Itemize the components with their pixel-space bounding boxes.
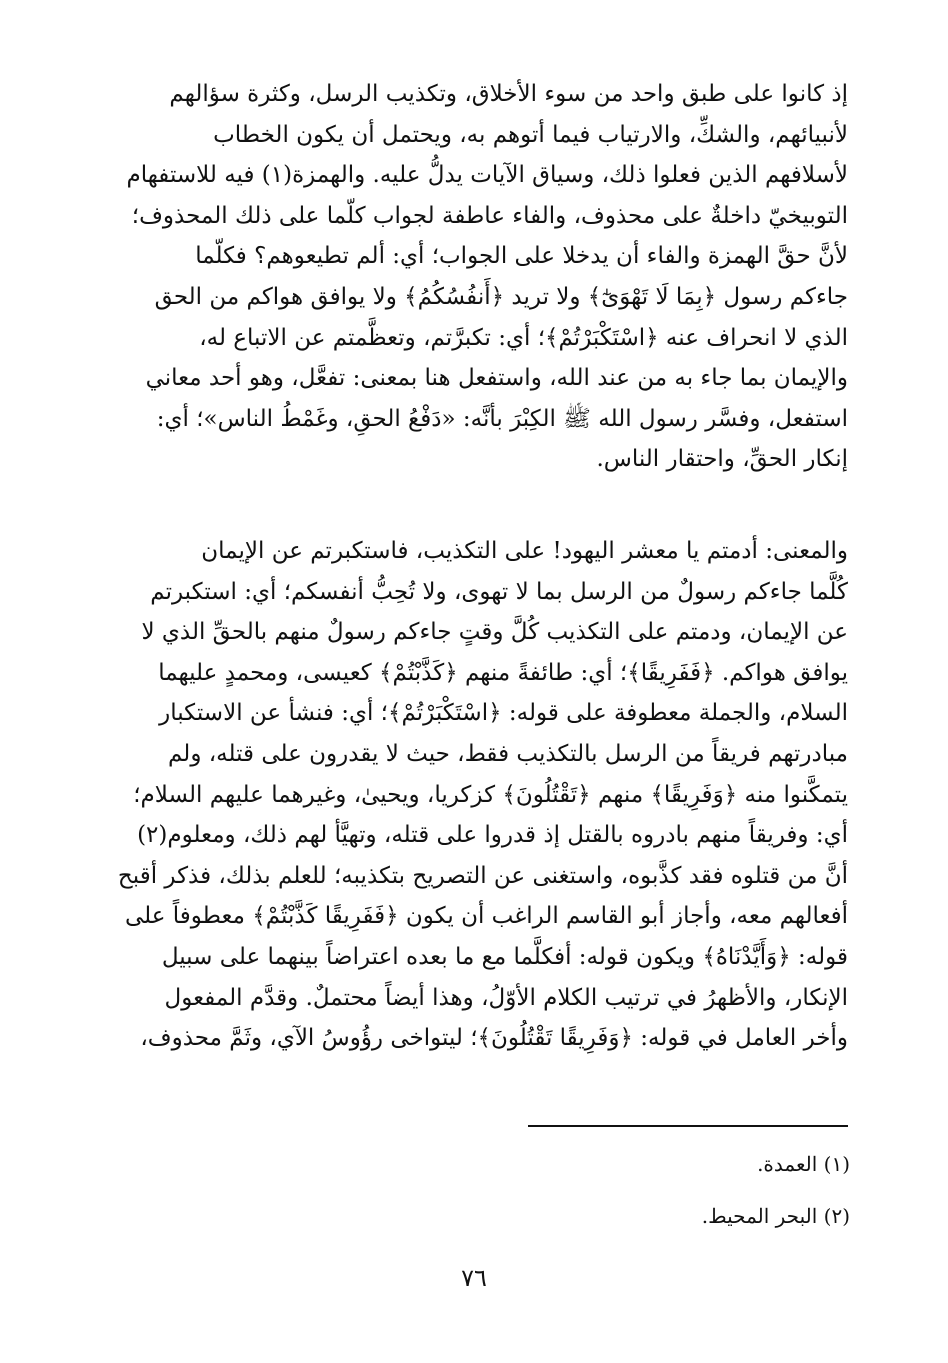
- text-line: التوبيخيّ داخلةٌ على محذوف، والفاء عاطفة لجواب كلّما على ذلك المحذوف؛: [131, 202, 848, 229]
- text-line: والمعنى: أدمتم يا معشر اليهود! على التكذيب، فاستكبرتم عن الإيمان: [201, 538, 848, 564]
- paragraph-1: [78, 74, 848, 480]
- footnote-1: (١) العمدة.: [757, 1152, 850, 1176]
- footnote-divider: [528, 1125, 848, 1127]
- paragraph-2: [78, 531, 848, 1059]
- text-line: لأنَّ حقَّ الهمزة والفاء أن يدخلا على الجواب؛ أي: ألم تطيعوهم؟ فكلّما: [195, 243, 848, 270]
- text-line: عن الإيمان، ودمتم على التكذيب كُلَّ وقتٍ جاءكم رسولٌ منهم بالحقِّ الذي لا: [141, 619, 848, 646]
- footnote-2: (٢) البحر المحيط.: [701, 1204, 850, 1228]
- text-line: استفعل، وفسَّر رسول الله ﷺ الكِبْرَ بأنَّه: «دَفْعُ الحقِ، وغَمْطُ الناس»؛ أي:: [156, 405, 848, 432]
- text-line: يوافق هواكم. ﴿فَفَرِيقًا﴾؛ أي: طائفةً منهم ﴿كَذَّبْتُمْ﴾ كعيسى، ومحمدٍ عليهما: [158, 659, 848, 686]
- text-line: جاءكم رسول ﴿بِمَا لَا تَهْوَىٰٓ﴾ ولا تريد ﴿أَنفُسُكُمُ﴾ ولا يوافق هواكم من الحق: [154, 283, 848, 310]
- text-line: الإنكار، والأظهرُ في ترتيب الكلام الأوّلُ، وهذا أيضاً محتملٌ. وقدَّم المفعول: [164, 984, 848, 1011]
- text-line: إنكار الحقِّ، واحتقار الناس.: [596, 446, 848, 473]
- text-line: لأسلافهم الذين فعلوا ذلك، وسياق الآيات يدلُّ عليه. والهمزة(١) فيه للاستفهام: [126, 162, 848, 189]
- text-line: لأنبيائهم، والشكِّ، والارتياب فيما أتوهم به، ويحتمل أن يكون الخطاب: [213, 121, 848, 148]
- text-line: كُلَّما جاءكم رسولٌ من الرسل بما لا تهوى، ولا تُحِبُّ أنفسكم؛ أي: استكبرتم: [150, 578, 848, 605]
- page-number: ٧٦: [461, 1264, 487, 1292]
- text-line: إذ كانوا على طبق واحد من سوء الأخلاق، وتكذيب الرسل، وكثرة سؤالهم: [169, 81, 848, 107]
- text-line: أنَّ من قتلوه فقد كذَّبوه، واستغنى عن التصريح بتكذيبه؛ للعلم بذلك، فذكر أقبح: [117, 862, 848, 889]
- text-line: يتمكَّنوا منه ﴿وَفَرِيقًا﴾ منهم ﴿تَقْتُلُونَ﴾ كزكريا، ويحيىٰ، وغيرهما عليهم السلام؛: [133, 781, 848, 808]
- text-line: والإيمان بما جاء به من عند الله، واستفعل هنا بمعنى: تفعَّل، وهو أحد معاني: [145, 365, 848, 392]
- text-line: أي: وفريقاً منهم بادروه بالقتل إذ قدروا على قتله، وتهيَّأ لهم ذلك، ومعلوم(٢): [137, 822, 848, 849]
- text-line: وأخر العامل في قوله: ﴿وَفَرِيقًا تَقْتُلُونَ﴾؛ ليتواخى رؤُوسُ الآي، وثَمَّ محذوف،: [140, 1025, 848, 1052]
- text-line: السلام، والجملة معطوفة على قوله: ﴿اسْتَكْبَرْتُمْ﴾؛ أي: فنشأ عن الاستكبار: [159, 700, 848, 727]
- text-line: مبادرتهم فريقاً من الرسل بالتكذيب فقط، حيث لا يقدرون على قتله، ولم: [168, 740, 848, 767]
- text-line: أفعالهم معه، وأجاز أبو القاسم الراغب أن يكون ﴿فَفَرِيقًا كَذَّبْتُمْ﴾ معطوفاً على: [124, 903, 848, 930]
- text-line: قوله: ﴿وَأَيَّدْنَاهُ﴾ ويكون قوله: أفكلَّما مع ما بعده اعتراضاً بينهما على سبيل: [161, 943, 848, 970]
- footnotes: [702, 1138, 850, 1242]
- text-line: الذي لا انحراف عنه ﴿اسْتَكْبَرْتُمْ﴾؛ أي: تكبرَّتم، وتعظَّمتم عن الاتباع له،: [199, 324, 848, 351]
